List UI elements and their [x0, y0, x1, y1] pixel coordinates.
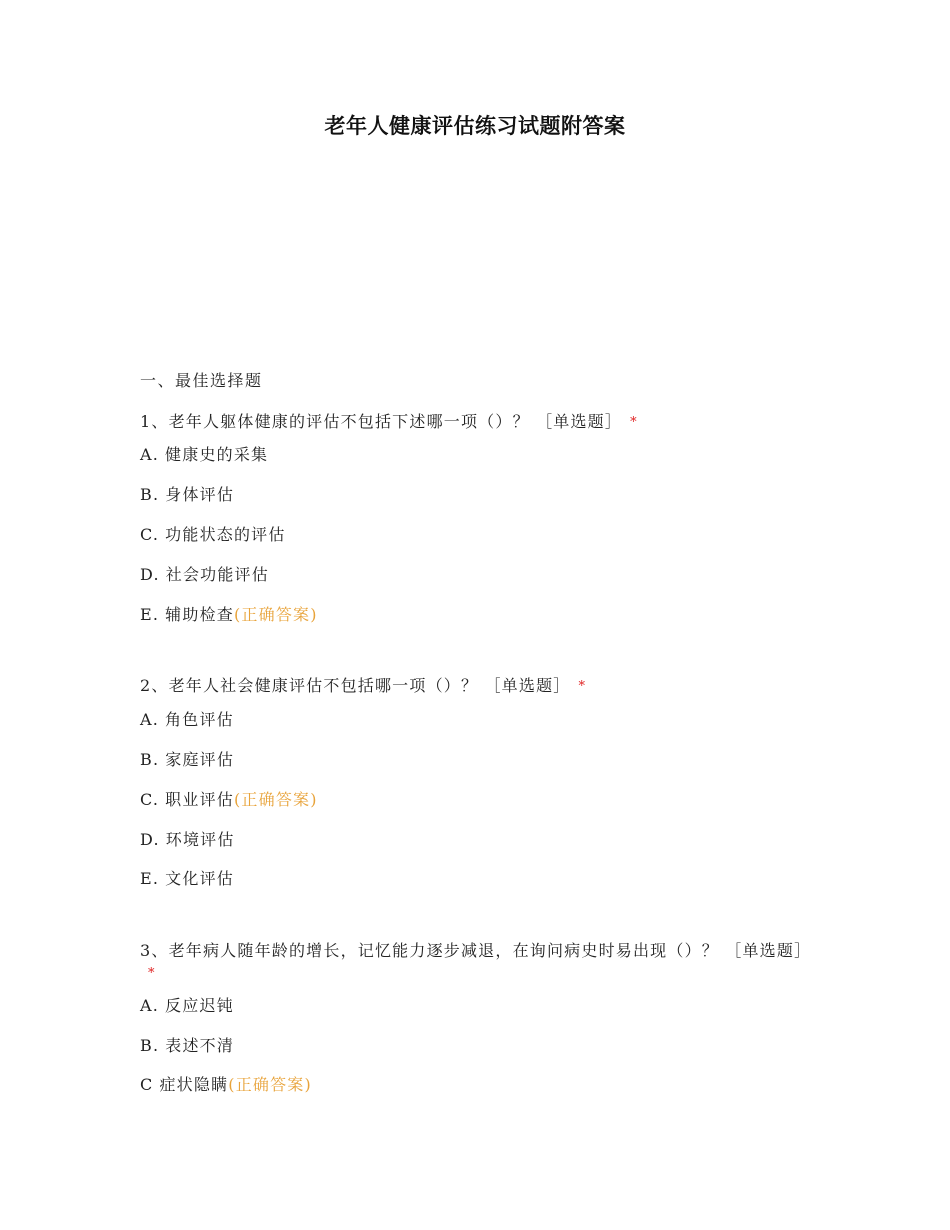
option-letter: B. — [140, 1036, 160, 1055]
option-text: 功能状态的评估 — [165, 525, 286, 544]
question-stem — [140, 675, 810, 699]
option-letter: B. — [140, 750, 160, 769]
option-letter: A. — [140, 445, 160, 464]
required-marker: * — [630, 415, 638, 430]
correct-answer-tag: (正确答案) — [233, 790, 318, 809]
question-stem-text: 3、老年病人随年龄的增长，记忆能力逐步减退，在询问病史时易出现（）？ ［单选题］ — [140, 941, 812, 960]
option-text: 家庭评估 — [165, 750, 235, 769]
option-letter: B. — [140, 485, 160, 504]
required-marker: * — [148, 966, 156, 981]
option-3c — [140, 1072, 312, 1095]
question-stem-text: 2、老年人社会健康评估不包括哪一项（）？ ［单选题］ — [140, 676, 571, 695]
option-1b — [140, 482, 234, 505]
option-text: 身体评估 — [165, 485, 235, 504]
option-letter: C. — [140, 790, 160, 809]
document-title: 老年人健康评估练习试题附答案 — [324, 113, 626, 138]
option-text: 环境评估 — [165, 830, 235, 849]
option-text: 症状隐瞒 — [159, 1075, 229, 1094]
option-text: 辅助检查 — [165, 605, 234, 624]
option-1c — [140, 522, 286, 545]
option-letter: D. — [140, 830, 160, 849]
question-stem — [140, 940, 810, 986]
option-letter: D. — [140, 565, 160, 584]
section-heading: 一、最佳选择题 — [140, 371, 263, 390]
option-2b — [140, 747, 234, 770]
correct-answer-tag: (正确答案) — [228, 1075, 312, 1094]
option-text: 健康史的采集 — [165, 445, 269, 464]
option-1d — [140, 562, 269, 585]
option-letter: E. — [140, 605, 160, 624]
option-text: 角色评估 — [165, 710, 234, 729]
correct-answer-tag: (正确答案) — [233, 605, 318, 624]
option-3a — [140, 993, 234, 1016]
option-text: 反应迟钝 — [165, 996, 234, 1015]
option-1a — [140, 442, 268, 465]
option-3b — [140, 1033, 234, 1056]
question-2 — [140, 675, 810, 699]
question-stem — [140, 411, 810, 435]
question-3 — [140, 940, 810, 986]
option-text: 社会功能评估 — [165, 565, 269, 584]
option-letter: C — [140, 1075, 154, 1094]
option-2c — [140, 787, 318, 810]
option-1e — [140, 602, 318, 625]
required-marker: * — [578, 679, 587, 694]
option-letter: C. — [140, 525, 160, 544]
option-letter: A. — [140, 996, 160, 1015]
option-text: 文化评估 — [165, 869, 234, 888]
option-letter: A. — [140, 710, 160, 729]
option-text: 职业评估 — [165, 790, 234, 809]
question-stem-text: 1、老年人躯体健康的评估不包括下述哪一项（）？ ［单选题］ — [140, 412, 623, 431]
option-2d — [140, 827, 235, 850]
option-text: 表述不清 — [165, 1036, 235, 1055]
question-1 — [140, 411, 810, 435]
option-2a — [140, 707, 234, 730]
option-2e — [140, 866, 234, 889]
option-letter: E. — [140, 869, 160, 888]
